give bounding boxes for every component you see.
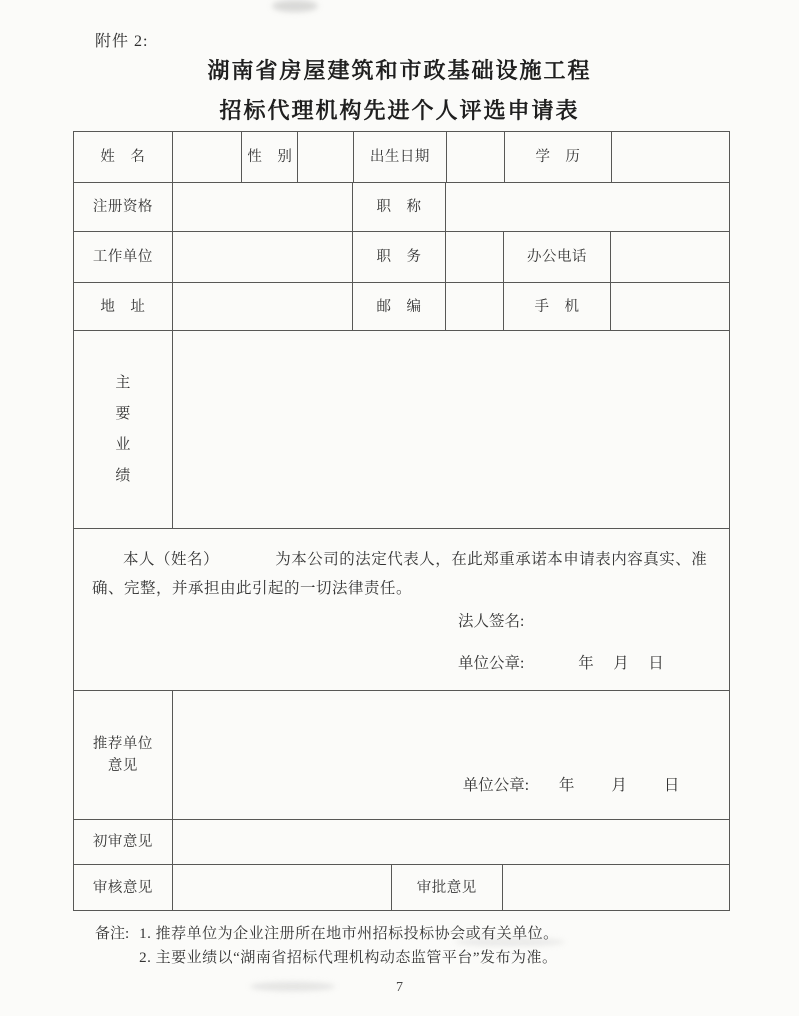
declaration-text: 本人（姓名） 为本公司的法定代表人，在此郑重承诺本申请表内容真实、准确、完整，并承担由此引起的一切法律责任。 — [92, 551, 708, 597]
note-item: 2. 主要业绩以“湖南省招标代理机构动态监管平台”发布为准。 — [139, 950, 558, 966]
position-label: 职 务 — [353, 232, 446, 282]
form-title-line1: 湖南省房屋建筑和市政基础设施工程 — [207, 58, 592, 83]
review-opinion-label: 审核意见 — [74, 865, 173, 910]
row-address — [74, 283, 729, 331]
row-declaration — [74, 529, 729, 691]
address-label: 地 址 — [74, 283, 173, 330]
form-title-line2: 招标代理机构先进个人评选申请表 — [219, 98, 580, 123]
mobile-label: 手 机 — [504, 283, 612, 330]
birth-date-value-cell — [447, 132, 505, 182]
review-opinion-value-cell — [173, 865, 392, 910]
row-preliminary-review — [74, 820, 729, 865]
work-unit-value-cell — [173, 232, 353, 282]
registration-label: 注册资格 — [74, 183, 173, 231]
form-notes — [95, 922, 559, 970]
recommendation-label-cell — [74, 691, 173, 819]
recommendation-seal-line — [463, 773, 682, 795]
professional-title-value-cell — [446, 183, 729, 231]
registration-value-cell — [173, 183, 353, 231]
preliminary-review-value-cell — [173, 820, 729, 864]
recommendation-label: 推荐单位意见 — [92, 736, 153, 774]
education-label: 学 历 — [505, 132, 613, 182]
declaration-seal-line — [458, 651, 666, 673]
legal-signature-label: 法人签名: — [458, 613, 525, 630]
row-recommendation — [74, 691, 729, 820]
recommendation-value-cell — [173, 691, 729, 819]
name-label: 姓 名 — [74, 132, 173, 182]
postcode-label: 邮 编 — [353, 283, 446, 330]
row-personal-info — [74, 132, 729, 183]
office-phone-label: 办公电话 — [504, 232, 612, 282]
achievements-value-cell — [173, 331, 729, 528]
notes-label: 备注: — [95, 926, 130, 942]
achievements-label-cell — [74, 331, 173, 528]
office-phone-value-cell — [611, 232, 729, 282]
scan-artifact — [272, 0, 318, 12]
work-unit-label: 工作单位 — [74, 232, 173, 282]
unit-seal-label: 单位公章: — [462, 777, 530, 794]
name-value-cell — [173, 132, 243, 182]
declaration-cell — [74, 529, 729, 690]
professional-title-label: 职 称 — [353, 183, 446, 231]
row-qualification — [74, 183, 729, 232]
education-value-cell — [612, 132, 729, 182]
postcode-value-cell — [446, 283, 504, 330]
birth-date-label: 出生日期 — [354, 132, 447, 182]
mobile-value-cell — [611, 283, 729, 330]
approval-opinion-label: 审批意见 — [392, 865, 503, 910]
row-achievements — [74, 331, 729, 529]
note-item: 1. 推荐单位为企业注册所在地市州招标投标协会或有关单位。 — [139, 926, 559, 942]
page-number: 7 — [396, 980, 403, 995]
gender-label: 性 别 — [242, 132, 298, 182]
row-review-approval — [74, 865, 729, 910]
unit-seal-label: 单位公章: — [458, 655, 525, 672]
application-form-table — [73, 131, 730, 911]
date-placeholder: 年 月 日 — [558, 777, 682, 794]
address-value-cell — [173, 283, 353, 330]
attachment-label: 附件 2: — [95, 33, 149, 50]
position-value-cell — [446, 232, 504, 282]
gender-value-cell — [298, 132, 354, 182]
date-placeholder: 年 月 日 — [578, 655, 666, 672]
row-work-unit — [74, 232, 729, 283]
preliminary-review-label: 初审意见 — [74, 820, 173, 864]
approval-opinion-value-cell — [503, 865, 729, 910]
achievements-label: 主要业绩 — [115, 374, 131, 484]
